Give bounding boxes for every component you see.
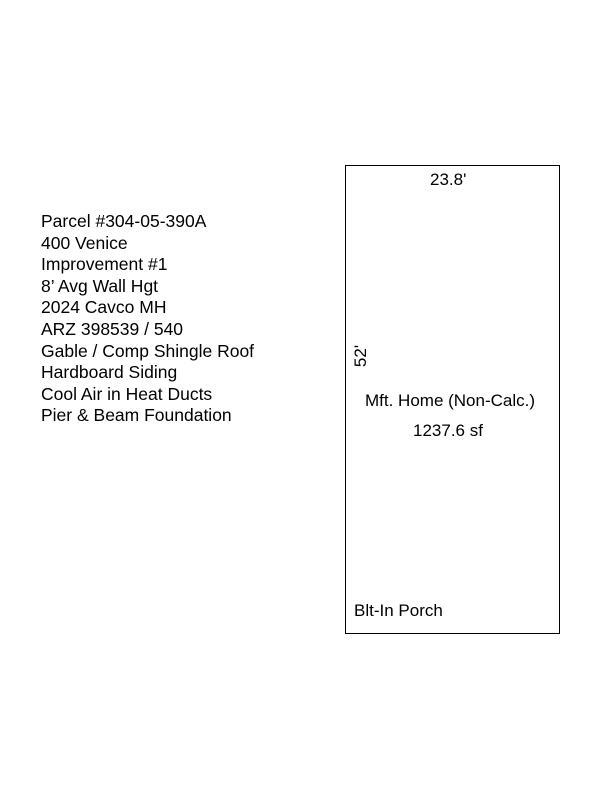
length-dimension-label: 52' [351, 344, 370, 368]
area-type-label: Mft. Home (Non-Calc.) [365, 391, 536, 410]
roof-type: Gable / Comp Shingle Roof [41, 340, 255, 361]
width-dimension-label: 23.8' [430, 170, 467, 189]
address: 400 Venice [41, 232, 128, 253]
porch-label: Blt-In Porch [354, 601, 443, 620]
parcel-number: Parcel #304-05-390A [41, 211, 207, 231]
area-value-label: 1237.6 sf [413, 421, 483, 440]
improvement-number: Improvement #1 [41, 254, 168, 275]
year-make: 2024 Cavco MH [41, 297, 167, 318]
property-info-block [41, 211, 254, 427]
wall-height: 8’ Avg Wall Hgt [41, 275, 159, 296]
cooling-type: Cool Air in Heat Ducts [41, 383, 213, 404]
foundation-type: Pier & Beam Foundation [41, 405, 232, 426]
siding-type: Hardboard Siding [41, 362, 178, 383]
serial-number: ARZ 398539 / 540 [41, 318, 184, 339]
